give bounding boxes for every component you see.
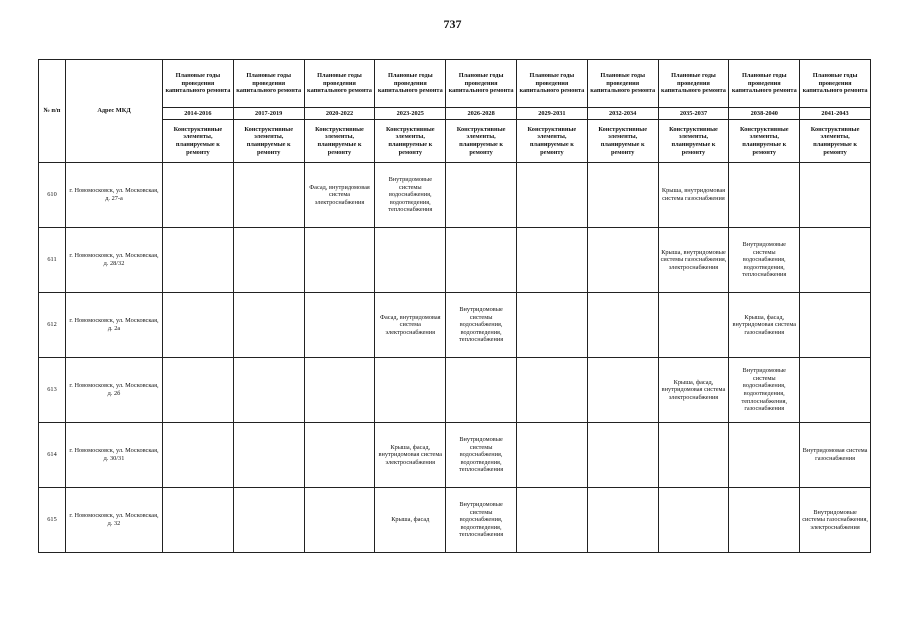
work-cell: Внутридомовые системы газоснабжения, электроснабжения	[800, 488, 871, 553]
work-cell: Внутридомовые системы водоснабжения, водоотведения, теплоснабжения	[446, 488, 517, 553]
work-cell	[587, 293, 658, 358]
row-number: 610	[39, 163, 66, 228]
work-cell	[304, 293, 375, 358]
address-header: Адрес МКД	[66, 60, 163, 163]
work-cell	[516, 358, 587, 423]
period-elements: Конструктивные элементы, планируемые к ремонту	[587, 120, 658, 163]
period-years: 2026-2028	[446, 108, 517, 120]
work-cell	[304, 358, 375, 423]
work-cell	[658, 423, 729, 488]
period-title: Плановые годы проведения капитального ремонта	[516, 60, 587, 108]
period-elements: Конструктивные элементы, планируемые к ремонту	[375, 120, 446, 163]
work-cell: Фасад, внутридомовая система электроснабжения	[375, 293, 446, 358]
work-cell	[304, 228, 375, 293]
work-cell	[233, 163, 304, 228]
work-cell	[233, 488, 304, 553]
work-cell: Крыша, фасад, внутридомовая система электроснабжения	[658, 358, 729, 423]
period-title: Плановые годы проведения капитального ремонта	[446, 60, 517, 108]
period-title: Плановые годы проведения капитального ремонта	[658, 60, 729, 108]
work-cell	[446, 228, 517, 293]
work-cell: Внутридомовые системы водоснабжения, водоотведения, теплоснабжения	[446, 293, 517, 358]
period-years: 2020-2022	[304, 108, 375, 120]
row-address: г. Новомосковск, ул. Московская, д. 30/31	[66, 423, 163, 488]
period-elements: Конструктивные элементы, планируемые к ремонту	[163, 120, 234, 163]
period-years: 2023-2025	[375, 108, 446, 120]
period-title: Плановые годы проведения капитального ремонта	[304, 60, 375, 108]
work-cell	[587, 423, 658, 488]
period-title: Плановые годы проведения капитального ремонта	[233, 60, 304, 108]
period-years: 2038-2040	[729, 108, 800, 120]
work-cell	[446, 163, 517, 228]
table-row	[39, 488, 871, 553]
work-cell	[658, 488, 729, 553]
work-cell: Крыша, фасад	[375, 488, 446, 553]
work-cell: Внутридомовые системы водоснабжения, водоотведения, теплоснабжения	[729, 228, 800, 293]
work-cell	[587, 163, 658, 228]
num-header: № п/п	[39, 60, 66, 163]
work-cell	[163, 163, 234, 228]
work-cell	[658, 293, 729, 358]
work-cell	[233, 423, 304, 488]
period-title: Плановые годы проведения капитального ремонта	[729, 60, 800, 108]
work-cell: Внутридомовые системы водоснабжения, водоотведения, теплоснабжения	[375, 163, 446, 228]
work-cell	[163, 423, 234, 488]
row-address: г. Новомосковск, ул. Московская, д. 2а	[66, 293, 163, 358]
period-elements: Конструктивные элементы, планируемые к ремонту	[446, 120, 517, 163]
row-number: 611	[39, 228, 66, 293]
work-cell	[516, 163, 587, 228]
work-cell	[587, 358, 658, 423]
work-cell: Крыша, внутридомовые системы газоснабжения, электроснабжения	[658, 228, 729, 293]
work-cell	[800, 228, 871, 293]
period-years: 2029-2031	[516, 108, 587, 120]
period-years: 2017-2019	[233, 108, 304, 120]
work-cell	[163, 228, 234, 293]
work-cell	[729, 423, 800, 488]
work-cell	[516, 423, 587, 488]
period-elements: Конструктивные элементы, планируемые к ремонту	[304, 120, 375, 163]
period-elements: Конструктивные элементы, планируемые к ремонту	[658, 120, 729, 163]
capital-repair-plan-table	[38, 59, 871, 553]
period-years: 2032-2034	[587, 108, 658, 120]
work-cell	[729, 163, 800, 228]
period-title: Плановые годы проведения капитального ремонта	[587, 60, 658, 108]
elements-header-row	[39, 120, 871, 163]
work-cell	[233, 358, 304, 423]
table-row	[39, 423, 871, 488]
work-cell	[446, 358, 517, 423]
period-years: 2014-2016	[163, 108, 234, 120]
work-cell: Крыша, фасад, внутридомовая система электроснабжения	[375, 423, 446, 488]
work-cell	[516, 488, 587, 553]
row-number: 612	[39, 293, 66, 358]
work-cell	[375, 358, 446, 423]
period-years: 2035-2037	[658, 108, 729, 120]
row-address: г. Новомосковск, ул. Московская, д. 28/32	[66, 228, 163, 293]
work-cell	[516, 293, 587, 358]
period-elements: Конструктивные элементы, планируемые к ремонту	[729, 120, 800, 163]
row-number: 615	[39, 488, 66, 553]
work-cell: Крыша, фасад, внутридомовая система газоснабжения	[729, 293, 800, 358]
period-elements: Конструктивные элементы, планируемые к ремонту	[233, 120, 304, 163]
period-years: 2041-2043	[800, 108, 871, 120]
work-cell	[587, 228, 658, 293]
period-elements: Конструктивные элементы, планируемые к ремонту	[516, 120, 587, 163]
work-cell	[587, 488, 658, 553]
work-cell	[800, 358, 871, 423]
work-cell	[800, 293, 871, 358]
work-cell: Внутридомовая система газоснабжения	[800, 423, 871, 488]
row-address: г. Новомосковск, ул. Московская, д. 27-а	[66, 163, 163, 228]
work-cell	[163, 488, 234, 553]
table-row	[39, 293, 871, 358]
period-title: Плановые годы проведения капитального ремонта	[163, 60, 234, 108]
work-cell: Крыша, внутридомовая система газоснабжения	[658, 163, 729, 228]
work-cell	[729, 488, 800, 553]
work-cell	[163, 293, 234, 358]
table-row	[39, 163, 871, 228]
row-number: 614	[39, 423, 66, 488]
table-row	[39, 358, 871, 423]
period-elements: Конструктивные элементы, планируемые к ремонту	[800, 120, 871, 163]
period-header-row	[39, 60, 871, 108]
period-title: Плановые годы проведения капитального ремонта	[375, 60, 446, 108]
work-cell: Внутридомовые системы водоснабжения, водоотведения, теплоснабжения	[446, 423, 517, 488]
work-cell	[800, 163, 871, 228]
row-number: 613	[39, 358, 66, 423]
work-cell	[233, 228, 304, 293]
work-cell	[375, 228, 446, 293]
row-address: г. Новомосковск, ул. Московская, д. 32	[66, 488, 163, 553]
work-cell	[233, 293, 304, 358]
period-title: Плановые годы проведения капитального ремонта	[800, 60, 871, 108]
row-address: г. Новомосковск, ул. Московская, д. 2б	[66, 358, 163, 423]
work-cell	[304, 423, 375, 488]
page-number: 737	[443, 17, 462, 31]
work-cell	[516, 228, 587, 293]
work-cell: Фасад, внутридомовая система электроснабжения	[304, 163, 375, 228]
work-cell	[163, 358, 234, 423]
years-header-row	[39, 108, 871, 120]
work-cell: Внутридомовые системы водоснабжения, водоотведения, теплоснабжения, газоснабжения	[729, 358, 800, 423]
work-cell	[304, 488, 375, 553]
table-row	[39, 228, 871, 293]
